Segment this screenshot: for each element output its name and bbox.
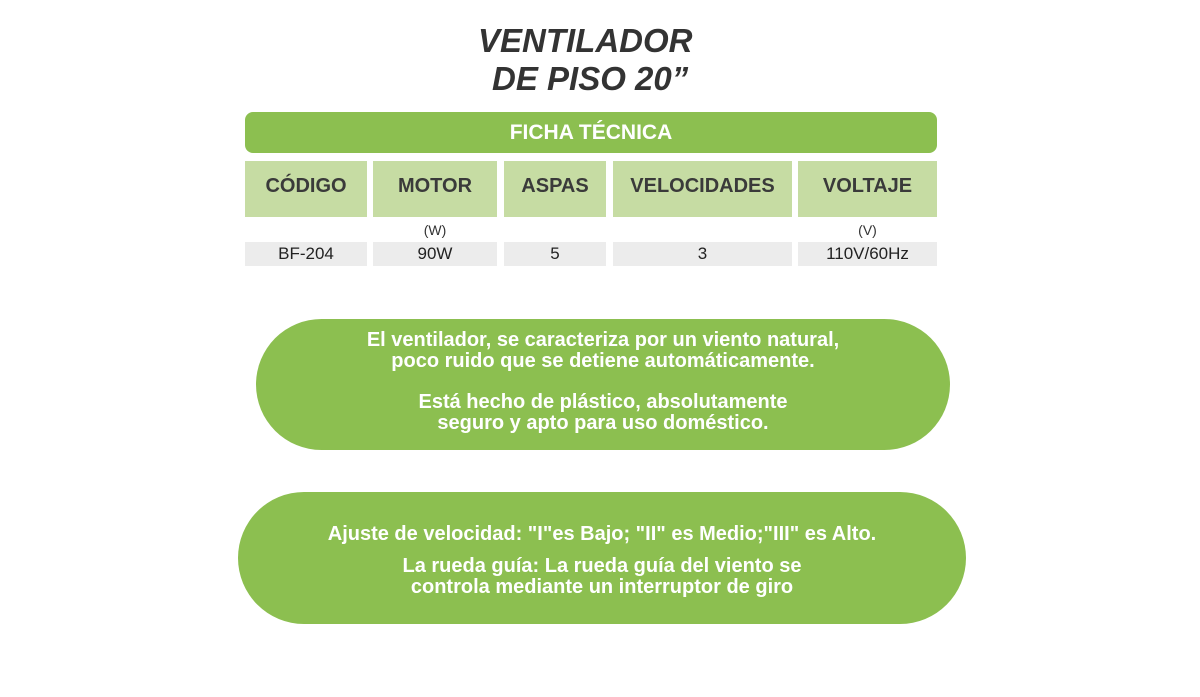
column-header-motor: MOTOR bbox=[373, 161, 497, 217]
title-line-1: VENTILADOR bbox=[478, 22, 693, 59]
column-header-aspas: ASPAS bbox=[504, 161, 606, 217]
unit-voltaje: (V) bbox=[858, 222, 877, 238]
column-header-voltaje: VOLTAJE bbox=[798, 161, 937, 217]
value-aspas: 5 bbox=[504, 242, 606, 266]
value-codigo: BF-204 bbox=[245, 242, 367, 266]
description-paragraph-1: El ventilador, se caracteriza por un viento natural, poco ruido que se detiene automáticamente. bbox=[366, 329, 840, 372]
features-paragraph-1: Ajuste de velocidad: "I"es Bajo; "II" es Medio;"III" es Alto. bbox=[327, 523, 877, 545]
unit-motor: (W) bbox=[423, 222, 447, 238]
ficha-tecnica-header: FICHA TÉCNICA bbox=[245, 112, 937, 153]
description-paragraph-2: Está hecho de plástico, absolutamente seguro y apto para uso doméstico. bbox=[418, 391, 788, 434]
value-motor: 90W bbox=[373, 242, 497, 266]
description-pill bbox=[256, 319, 950, 450]
features-paragraph-2: La rueda guía: La rueda guía del viento se controla mediante un interruptor de giro bbox=[402, 555, 802, 598]
features-pill bbox=[238, 492, 966, 624]
value-velocidades: 3 bbox=[613, 242, 792, 266]
value-voltaje: 110V/60Hz bbox=[798, 242, 937, 266]
title-line-2: DE PISO 20” bbox=[492, 60, 689, 97]
page-title bbox=[430, 22, 770, 98]
column-header-codigo: CÓDIGO bbox=[245, 161, 367, 217]
column-header-velocidades: VELOCIDADES bbox=[613, 161, 792, 217]
